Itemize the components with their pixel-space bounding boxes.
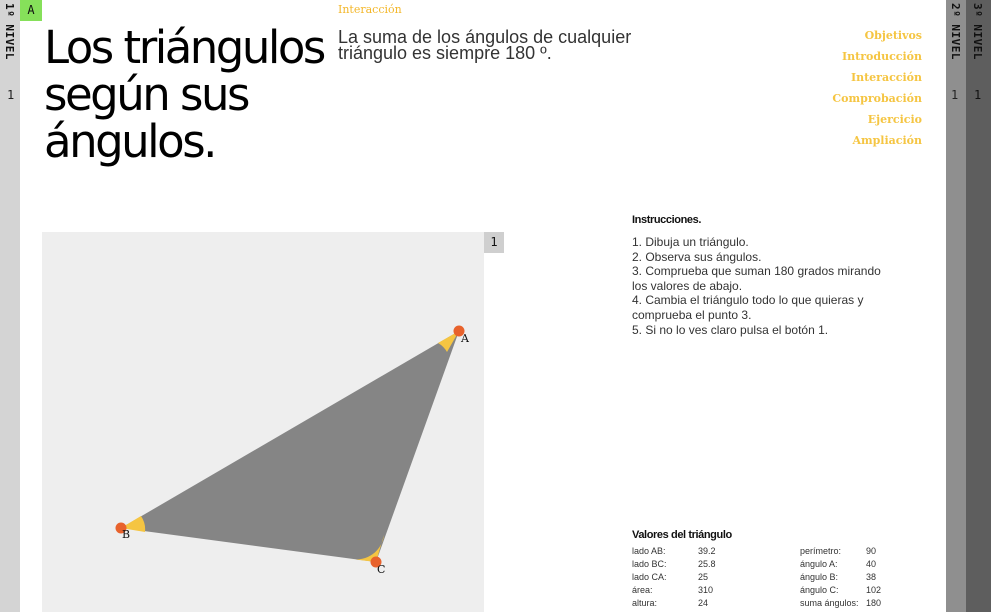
triangle-shape <box>121 331 459 562</box>
instruction-item: 3. Comprueba que suman 180 grados mirando los valores de abajo. <box>632 264 881 293</box>
triangle-canvas[interactable] <box>42 232 484 612</box>
value-row <box>800 558 881 571</box>
value-label: suma ángulos: <box>800 598 859 608</box>
value-number: 24 <box>698 598 709 608</box>
vertex-a-label: A <box>461 332 469 345</box>
values-title: Valores del triángulo <box>632 529 732 541</box>
nav-ejercicio[interactable]: Ejercicio <box>867 113 922 126</box>
vertex-b-label: B <box>122 528 131 541</box>
section-label: Interacción <box>338 3 402 16</box>
value-row <box>800 597 881 610</box>
vertex-c-label: C <box>377 563 386 576</box>
level-2-label: 2º NIVEL <box>949 3 962 60</box>
value-number: 180 <box>866 598 882 608</box>
value-number: 39.2 <box>698 546 716 556</box>
section-nav <box>832 25 922 151</box>
instruction-item: 2. Observa sus ángulos. <box>632 249 762 264</box>
value-label: ángulo A: <box>800 559 838 569</box>
value-number: 40 <box>866 559 877 569</box>
value-row <box>800 571 881 584</box>
value-row <box>632 571 716 584</box>
help-button-1[interactable]: 1 <box>484 232 504 253</box>
values-table-left <box>632 545 716 610</box>
level-3-label: 3º NIVEL <box>971 3 984 60</box>
value-label: lado BC: <box>632 559 667 569</box>
value-number: 90 <box>866 546 877 556</box>
value-label: lado CA: <box>632 572 667 582</box>
value-row <box>800 545 881 558</box>
nav-comprobacion[interactable]: Comprobación <box>832 92 922 105</box>
value-number: 38 <box>866 572 877 582</box>
level-1-number: 1 <box>7 88 15 102</box>
level-2-bar[interactable] <box>946 0 966 612</box>
page-title: Los triángulos según sus ángulos. <box>44 21 324 168</box>
value-label: ángulo C: <box>800 585 839 595</box>
nav-objetivos[interactable]: Objetivos <box>864 29 922 42</box>
value-row <box>632 584 716 597</box>
triangle-svg[interactable] <box>42 232 484 612</box>
instruction-item: 4. Cambia el triángulo todo lo que quieras y comprueba el punto 3. <box>632 293 864 322</box>
value-row <box>632 558 716 571</box>
nav-introduccion[interactable]: Introducción <box>842 50 922 63</box>
instruction-item: 1. Dibuja un triángulo. <box>632 235 749 249</box>
value-number: 310 <box>698 585 714 595</box>
value-label: altura: <box>632 598 658 608</box>
instructions-title: Instrucciones. <box>632 214 701 226</box>
instructions-list <box>632 235 882 337</box>
value-number: 25.8 <box>698 559 716 569</box>
statement-text: La suma de los ángulos de cualquier triángulo es siempre 180 º. <box>338 27 632 63</box>
value-number: 102 <box>866 585 882 595</box>
value-number: 25 <box>698 572 709 582</box>
value-label: ángulo B: <box>800 572 839 582</box>
values-table-right <box>800 545 881 610</box>
value-label: perímetro: <box>800 546 842 556</box>
value-label: área: <box>632 585 653 595</box>
level-2-number: 1 <box>951 88 959 102</box>
value-label: lado AB: <box>632 546 666 556</box>
level-1-bar[interactable] <box>0 0 20 612</box>
level-1-label: 1º NIVEL <box>3 3 16 60</box>
level-3-bar[interactable] <box>966 0 991 612</box>
instruction-item: 5. Si no lo ves claro pulsa el botón 1. <box>632 322 829 337</box>
section-badge: A <box>20 0 42 21</box>
value-row <box>800 584 881 597</box>
value-row <box>632 597 716 610</box>
level-3-number: 1 <box>974 88 982 102</box>
nav-ampliacion[interactable]: Ampliación <box>852 134 922 147</box>
nav-interaccion[interactable]: Interacción <box>850 71 922 84</box>
value-row <box>632 545 716 558</box>
